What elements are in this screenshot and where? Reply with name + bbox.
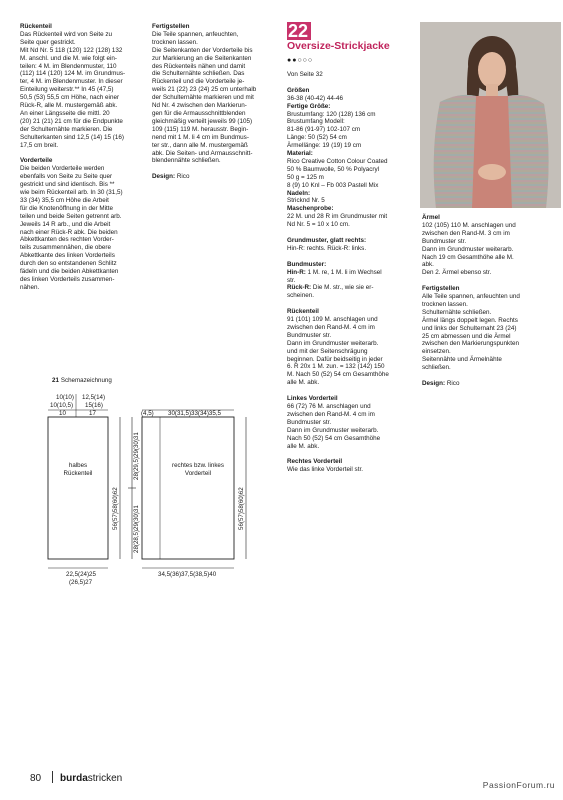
design-credit [152, 173, 280, 181]
bundmuster-hin-text-2: str. [287, 276, 296, 284]
vorderteile-line: nach einer Rück-R abk. Die beiden [20, 228, 118, 236]
rueckenteil-line: teilen: 4 M. im Blendenmuster, 110 [20, 62, 117, 70]
model-photo [420, 22, 561, 208]
vorderteile-line: gestrickt und sind identisch. Bis ** [20, 181, 115, 189]
fertigstellen-2-line: Schulternähte schließen. [422, 308, 492, 316]
heading-fertige: Fertige Größe: [287, 102, 331, 110]
dim-right-top-a: (4,5) [141, 410, 154, 417]
heading-nadeln: Nadeln: [287, 189, 311, 197]
dim-mid-vertical-bottom: 28(28,5)29(30)31 [133, 505, 140, 553]
model-photo-illustration [420, 22, 561, 208]
design-credit-2 [422, 380, 560, 388]
brand-light: stricken [87, 773, 123, 784]
difficulty-dots: ●●○○○ [287, 57, 314, 64]
vorderteile-line: des linken Vorderteils zusammen- [20, 275, 115, 283]
fertigstellen-line: gen für die Armausschnittblenden [152, 109, 246, 117]
heading-rueckenteil-2: Rückenteil [287, 308, 319, 316]
heading-fertigstellen: Fertigstellen [152, 23, 190, 30]
rueckenteil-2-body [287, 316, 415, 387]
grundmuster-value: Hin-R: rechts. Rück-R: links. [287, 244, 367, 252]
pattern-number: 22 [287, 22, 311, 40]
heading-grundmuster: Grundmuster, glatt rechts: [287, 237, 367, 244]
material-line: 50 g = 125 m [287, 173, 324, 181]
material-line: 8 (9) 10 Knl – Fb 003 Pastell Mix [287, 181, 379, 189]
fertigstellen-line: nend mit 1 M. li 4 cm im Bundmus- [152, 133, 249, 141]
vorderteile-line: teilen und beide Seiten getrennt arb. [20, 212, 122, 220]
vorderteile-line: ebenfalls von Seite zu Seite quer [20, 173, 113, 181]
rueckenteil-2-line: alle M. abk. [287, 379, 320, 387]
rueckenteil-line: Seite quer gestrickt. [20, 38, 76, 46]
watermark-site: PassionForum.ru [482, 780, 555, 790]
footer-separator [52, 771, 53, 783]
material-line: Rico Creative Cotton Colour Coated [287, 157, 388, 165]
rueckenteil-2-line: Bundmuster str. [287, 331, 332, 339]
vorderteile-line: für die Knotenöffnung in der Mitte [20, 204, 113, 212]
rueckenteil-line: 17,5 cm breit. [20, 141, 59, 149]
fertigstellen-2-line: Seitennähte und Ärmelnähte [422, 356, 502, 364]
col1-text [20, 23, 148, 292]
bundmuster-hin-text-1: 1 M. re, 1 M. li im Wechsel [305, 268, 382, 276]
fertige-line: 81-86 (91-97) 102-107 cm [287, 126, 361, 134]
fertige-body [287, 111, 415, 151]
vorderteile-line: Abkettkante des linken Vorderteils [20, 252, 115, 260]
aermel-line: 102 (105) 110 M. anschlagen und [422, 221, 516, 229]
diagram-caption [52, 377, 112, 384]
fertigstellen-line: trocknen lassen. [152, 38, 198, 46]
heading-rechtes-vorderteil: Rechtes Vorderteil [287, 458, 343, 466]
rueckenteil-line: An einer Längsseite die mittl. 20 [20, 109, 110, 117]
linkes-vorderteil-line: Dann im Grundmuster weiterarb. [287, 426, 379, 434]
vorderteile-line: Abkettkanten des rechten Vorder- [20, 236, 114, 244]
fertigstellen-2-line: und links der Schulternaht 23 (24) [422, 324, 517, 332]
heading-aermel: Ärmel [422, 214, 440, 221]
linkes-vorderteil-line: alle M. abk. [287, 442, 320, 450]
heading-material: Material: [287, 150, 313, 158]
label-front-2: Vorderteil [184, 470, 212, 477]
bundmuster-rueck-text-1: Die M. str., wie sie er- [311, 284, 374, 292]
design-value-2: Rico [446, 380, 460, 387]
rueckenteil-2-line: 6. R 20x 1 M. zun. = 132 (142) 150 [287, 363, 385, 371]
vorderteile-line: Die beiden Vorderteile werden [20, 165, 105, 173]
brand-bold: burda [60, 773, 88, 784]
footer-brand [60, 773, 122, 784]
rueckenteil-line: M. anschl. und die M. wie folgt ein- [20, 54, 117, 62]
vorderteile-line: durch den so entstandenen Schlitz [20, 260, 117, 268]
fertigstellen-2-line: Alle Teile spannen, anfeuchten und [422, 293, 520, 301]
bundmuster-hin [287, 269, 415, 277]
dim-left-top-e: 15(16) [85, 402, 103, 409]
rueckenteil-line: ter, 4 M. im Blendenmuster. In dieser [20, 78, 123, 86]
vorderteile-line: wie beim Rückenteil arb. In 30 (31,5) [20, 189, 123, 197]
rueckenteil-body [20, 31, 148, 150]
dim-left-top-d: 12,5(14) [82, 394, 106, 401]
material-line: 50 % Baumwolle, 50 % Polyacryl [287, 165, 380, 173]
rueckenteil-2-line: beginnen. Dafür beidseitig in jeder [287, 355, 383, 363]
rueckenteil-2-line: 91 (101) 109 M. anschlagen und [287, 316, 378, 324]
heading-linkes-vorderteil: Linkes Vorderteil [287, 395, 338, 403]
fertigstellen-2-line: trocknen lassen. [422, 300, 468, 308]
linkes-vorderteil-line: zwischen den Rand-M. 4 cm im [287, 410, 375, 418]
heading-rueckenteil: Rückenteil [20, 23, 52, 30]
rueckenteil-line: Einteilung weiterstr.** In 45 (47,5) [20, 86, 114, 94]
rueckenteil-line: Schulterkanten sind 12,5 (14) 15 (16) [20, 133, 124, 141]
heading-bundmuster: Bundmuster: [287, 260, 327, 268]
fertige-line: Länge: 50 (52) 54 cm [287, 134, 347, 142]
rueckenteil-line: (20) 21 (21) 21 cm für die Endpunkte [20, 117, 123, 125]
fertigstellen-2-body [422, 293, 560, 372]
dim-mid-vertical-top: 28(29,5)29(30)31 [133, 432, 140, 480]
dim-left-top-a: 10(10) [56, 394, 74, 401]
label-front-1: rechtes bzw. linkes [172, 462, 224, 469]
fertigstellen-line: zur Markierung an die Seitenkanten [152, 54, 252, 62]
heading-vorderteile: Vorderteile [20, 157, 53, 165]
maschenprobe-line: 22 M. und 28 R im Grundmuster mit [287, 213, 388, 221]
material-body [287, 158, 415, 190]
fertige-line: Brustumfang Modell: [287, 118, 345, 126]
aermel-line: Nach 19 cm Gesamthöhe alle M. [422, 253, 514, 261]
dim-left-bottom-b: (26,5)27 [69, 579, 93, 586]
fertigstellen-line: 109 (115) 119 M. herausstr. Begin- [152, 125, 249, 133]
source-ref: Von Seite 32 [287, 71, 323, 78]
fertigstellen-2-line: Ärmel längs doppelt legen. Rechts [422, 316, 518, 324]
fertigstellen-line: abk. Die Seiten- und Armausschnitt- [152, 149, 253, 157]
pattern-title: Oversize-Strickjacke [287, 40, 390, 52]
rueckenteil-2-line: Dann im Grundmuster weiterarb. [287, 339, 379, 347]
design-label: Design: [152, 173, 176, 181]
aermel-body [422, 222, 560, 277]
diagram-number: 21 [52, 377, 59, 384]
vorderteile-line: Jeweils 14 R arb., und die Arbeit [20, 220, 111, 228]
label-half-back-2: Rückenteil [63, 470, 93, 477]
vorderteile-body [20, 165, 148, 292]
dim-left-top-f: 17 [89, 410, 96, 417]
fertigstellen-line: weils 21 (22) 23 (24) 25 cm unterhalb [152, 86, 257, 94]
fertigstellen-line: Rückenteil und die Vorderteile je- [152, 78, 245, 86]
piece-half-back [48, 417, 108, 559]
heading-maschenprobe: Maschenprobe: [287, 205, 334, 213]
heading-fertigstellen-2: Fertigstellen [422, 285, 460, 293]
fertigstellen-line: Die Seitenkanten der Vorderteile bis [152, 46, 253, 54]
aermel-line: zwischen den Rand-M. 3 cm im [422, 229, 510, 237]
fertigstellen-line: Die Teile spannen, anfeuchten, [152, 30, 239, 38]
label-half-back-1: halbes [68, 462, 88, 469]
heading-groessen: Größen [287, 86, 310, 94]
vorderteile-line: 33 (34) 35,5 cm Höhe die Arbeit [20, 196, 109, 204]
rueckenteil-line: der Schulternähte markieren. Die [20, 125, 113, 133]
col2-text [152, 23, 280, 181]
rueckenteil-line: Rück-R, alle M. mustergemäß abk. [20, 102, 118, 110]
aermel-line: abk. [422, 261, 434, 269]
rueckenteil-line: (112) 114 (120) 124 M. im Grundmus- [20, 70, 126, 78]
rechtes-vorderteil-value: Wie das linke Vorderteil str. [287, 466, 363, 474]
linkes-vorderteil-line: 66 (72) 76 M. anschlagen und [287, 402, 371, 410]
schematic-diagram [40, 370, 270, 590]
dim-right-vertical: 56(57)58(60)62 [238, 487, 245, 530]
fertigstellen-body [152, 31, 280, 165]
bundmuster-rueck-label: Rück-R: [287, 284, 312, 292]
aermel-line: Den 2. Ärmel ebenso str. [422, 269, 492, 277]
dim-right-top-b: 30(31,5)33(34)35,5 [168, 410, 221, 417]
groessen-value: 36-38 (40-42) 44-46 [287, 94, 344, 102]
dim-left-top-c: 10 [59, 410, 66, 417]
fertigstellen-line: die Schulternähte schließen. Das [152, 70, 245, 78]
fertigstellen-2-line: einsetzen. [422, 348, 451, 356]
dim-left-top-b: 10(10,5) [50, 402, 74, 409]
fertigstellen-line: blendennähte schließen. [152, 157, 221, 165]
maschenprobe-line: Nd Nr. 5 = 10 x 10 cm. [287, 221, 350, 229]
fertigstellen-2-line: 25 cm abmessen und die Ärmel [422, 332, 511, 340]
fertigstellen-line: ter str., dann alle M. mustergemäß [152, 141, 248, 149]
diagram-title: Schemazeichnung [60, 377, 112, 384]
dim-left-vertical: 56(57)58(60)62 [112, 487, 119, 530]
bundmuster-rueck-text-2: scheinen. [287, 292, 314, 300]
rueckenteil-2-line: und mit der Seitenschrägung [287, 347, 368, 355]
vorderteile-line: teils zusammennähen, die obere [20, 244, 112, 252]
rueckenteil-line: Mit Nd Nr. 5 118 (120) 122 (128) 132 [20, 46, 123, 54]
fertigstellen-line: Nd Nr. 4 zwischen den Markierun- [152, 102, 247, 110]
fertige-line: Brustumfang: 120 (128) 136 cm [287, 110, 376, 118]
rueckenteil-2-line: zwischen den Rand-M. 4 cm im [287, 323, 375, 331]
fertigstellen-2-line: schließen. [422, 364, 451, 372]
maschenprobe-body [287, 213, 415, 229]
bundmuster-rueck [287, 284, 415, 292]
fertigstellen-line: gleichmäßig verteilt jeweils 99 (105) [152, 117, 253, 125]
vorderteile-line: fädeln und die beiden Abkettkanten [20, 268, 119, 276]
rueckenteil-line: Das Rückenteil wird von Seite zu [20, 30, 113, 38]
dim-left-bottom-a: 22,5(24)25 [66, 571, 96, 578]
fertigstellen-line: der Schulternähte markieren und mit [152, 94, 254, 102]
fertigstellen-line: des Rückenteils nähen und damit [152, 62, 246, 70]
linkes-vorderteil-body [287, 403, 415, 450]
rueckenteil-2-line: M. Nach 50 (52) 54 cm Gesamthöhe [287, 371, 389, 379]
col3-text [287, 71, 415, 474]
dim-right-bottom: 34,5(36)37,5(38,5)40 [158, 571, 217, 578]
page-number: 80 [30, 773, 42, 784]
aermel-line: Bundmuster str. [422, 237, 467, 245]
fertigstellen-2-line: zwischen den Markierungspunkten [422, 340, 519, 348]
bundmuster-hin-label: Hin-R: [287, 268, 306, 276]
rueckenteil-line: 50,5 (53) 55,5 cm Höhe, nach einer [20, 94, 120, 102]
nadeln-value: Stricknd Nr. 5 [287, 197, 325, 205]
col4-text [422, 214, 560, 388]
vorderteile-line: nähen. [20, 283, 40, 291]
linkes-vorderteil-line: Bundmuster str. [287, 418, 332, 426]
aermel-line: Dann im Grundmuster weiterarb. [422, 245, 514, 253]
linkes-vorderteil-line: Nach 50 (52) 54 cm Gesamthöhe [287, 434, 381, 442]
design-label-2: Design: [422, 380, 446, 387]
piece-front [142, 417, 234, 559]
design-value: Rico [176, 173, 190, 181]
fertige-line: Ärmellänge: 19 (19) 19 cm [287, 142, 362, 150]
